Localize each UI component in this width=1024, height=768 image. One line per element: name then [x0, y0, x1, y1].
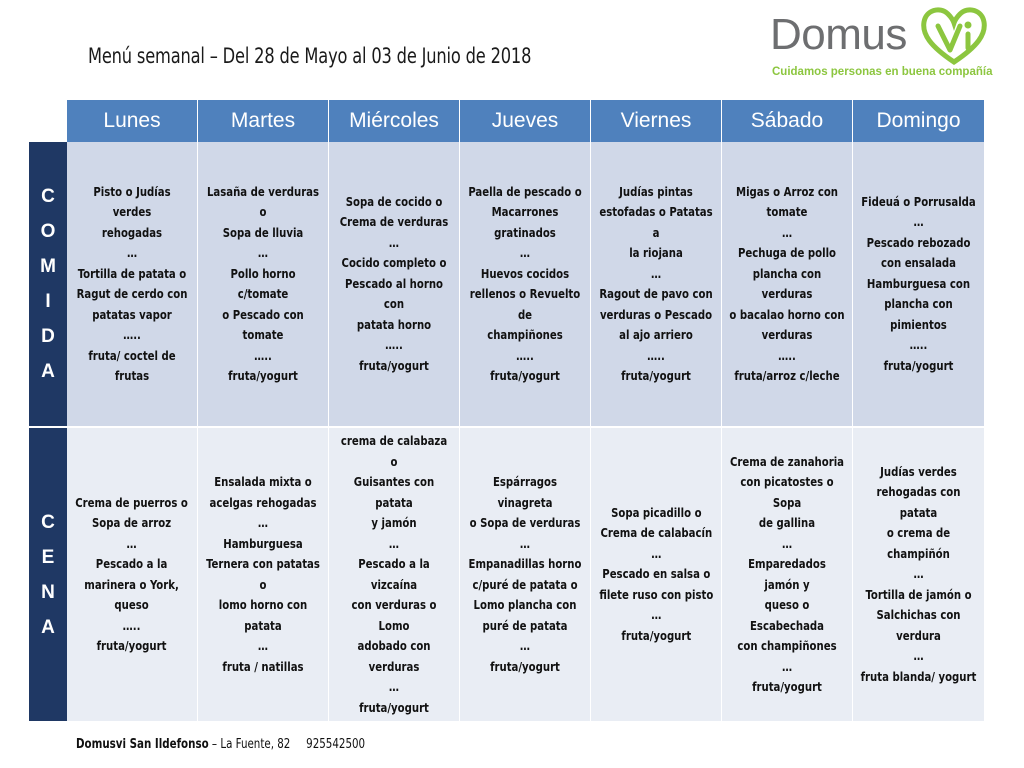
label-letter: E — [41, 546, 55, 568]
logo-tagline: Cuidamos personas en buena compañía — [772, 66, 993, 78]
menu-cell-comida — [853, 142, 984, 428]
menu-cell-cena — [591, 428, 722, 721]
menu-cell-comida — [722, 142, 853, 428]
logo-vi-heart-icon — [920, 4, 988, 66]
label-letter: D — [41, 326, 55, 347]
label-letter: O — [40, 221, 56, 242]
label-letter: A — [41, 616, 55, 638]
table-corner — [29, 100, 67, 142]
day-header: Jueves — [460, 100, 591, 142]
label-letter: C — [41, 511, 55, 533]
menu-cell-text: Fideuá o Porrusalda … Pescado rebozado con ensalada Hamburguesa con plancha con pimientos ….. fruta/yogurt — [861, 193, 976, 373]
meal-label-cena — [29, 428, 67, 721]
menu-cell-text: Paella de pescado o Macarrones gratinados … Huevos cocidos rellenos o Revuelto de champiñones ….. fruta/yogurt — [468, 183, 582, 383]
menu-cell-comida — [460, 142, 591, 428]
menu-cell-text: Crema de puerros o Sopa de arroz … Pescado a la marinera o York, queso ….. fruta/yogurt — [75, 494, 189, 653]
menu-cell-text: Lasaña de verduras o Sopa de lluvia … Pollo horno c/tomate o Pescado con tomate ….. fruta/yogurt — [206, 183, 320, 383]
menu-cell-cena — [329, 428, 460, 721]
footer — [76, 737, 365, 752]
menu-cell-text: Judías pintas estofadas o Patatas a la riojana … Ragout de pavo con verduras o Pescado al ajo arriero ….. fruta/yogurt — [599, 183, 713, 383]
meal-label-comida — [29, 142, 67, 428]
day-header: Martes — [198, 100, 329, 142]
weekly-menu-table — [29, 100, 988, 721]
label-letter: N — [41, 581, 55, 603]
menu-cell-text: crema de calabaza o Guisantes con patata y jamón … Pescado a la vizcaína con verduras o Lomo adobado con verduras … fruta/yogurt — [340, 433, 448, 715]
label-letter: I — [45, 291, 51, 312]
menu-cell-cena — [722, 428, 853, 721]
footer-phone: 925542500 — [306, 737, 366, 752]
menu-cell-text: Pisto o Judías verdes rehogadas … Tortilla de patata o Ragut de cerdo con patatas vapor ….. fruta/ coctel de frutas — [76, 183, 188, 383]
menu-cell-text: Crema de zanahoria con picatostes o Sopa de gallina … Emparedados jamón y queso o Escabechada con champiñones … fruta/yogurt — [729, 453, 845, 694]
menu-cell-cena — [460, 428, 591, 721]
menu-cell-comida — [591, 142, 722, 428]
menu-cell-cena — [853, 428, 984, 721]
day-header: Sábado — [722, 100, 853, 142]
logo-wordmark: Domus — [770, 10, 907, 59]
menu-cell-text: Espárragos vinagreta o Sopa de verduras … Empanadillas horno c/puré de patata o Lomo plancha con puré de patata … fruta/yogurt — [468, 474, 582, 674]
day-header: Lunes — [67, 100, 198, 142]
menu-cell-comida — [329, 142, 460, 428]
menu-cell-text: Judías verdes rehogadas con patata o crema de champiñón … Tortilla de jamón o Salchichas con verdura … fruta blanda/ yogurt — [860, 463, 977, 684]
menu-cell-text: Sopa de cocido o Crema de verduras … Cocido completo o Pescado al horno con patata horno ….. fruta/yogurt — [339, 193, 449, 373]
menu-cell-cena — [198, 428, 329, 721]
label-letter: M — [40, 256, 56, 277]
menu-cell-comida — [198, 142, 329, 428]
day-header: Domingo — [853, 100, 984, 142]
label-letter: C — [41, 186, 55, 207]
footer-center-name: Domusvi San Ildefonso — [76, 737, 209, 752]
label-letter: A — [41, 361, 55, 382]
menu-cell-comida — [67, 142, 198, 428]
day-header: Miércoles — [329, 100, 460, 142]
menu-cell-text: Sopa picadillo o Crema de calabacín … Pescado en salsa o filete ruso con pisto … fruta/yogurt — [599, 504, 713, 643]
page-title: Menú semanal – Del 28 de Mayo al 03 de Junio de 2018 — [88, 44, 532, 68]
day-header: Viernes — [591, 100, 722, 142]
footer-address: – La Fuente, 82 — [208, 737, 291, 752]
menu-cell-text: Ensalada mixta o acelgas rehogadas … Hamburguesa Ternera con patatas o lomo horno con patata … fruta / natillas — [206, 474, 320, 674]
menu-cell-text: Migas o Arroz con tomate … Pechuga de pollo plancha con verduras o bacalao horno con verduras ….. fruta/arroz c/leche — [729, 183, 845, 383]
menu-cell-cena — [67, 428, 198, 721]
domusvi-logo — [770, 4, 993, 82]
